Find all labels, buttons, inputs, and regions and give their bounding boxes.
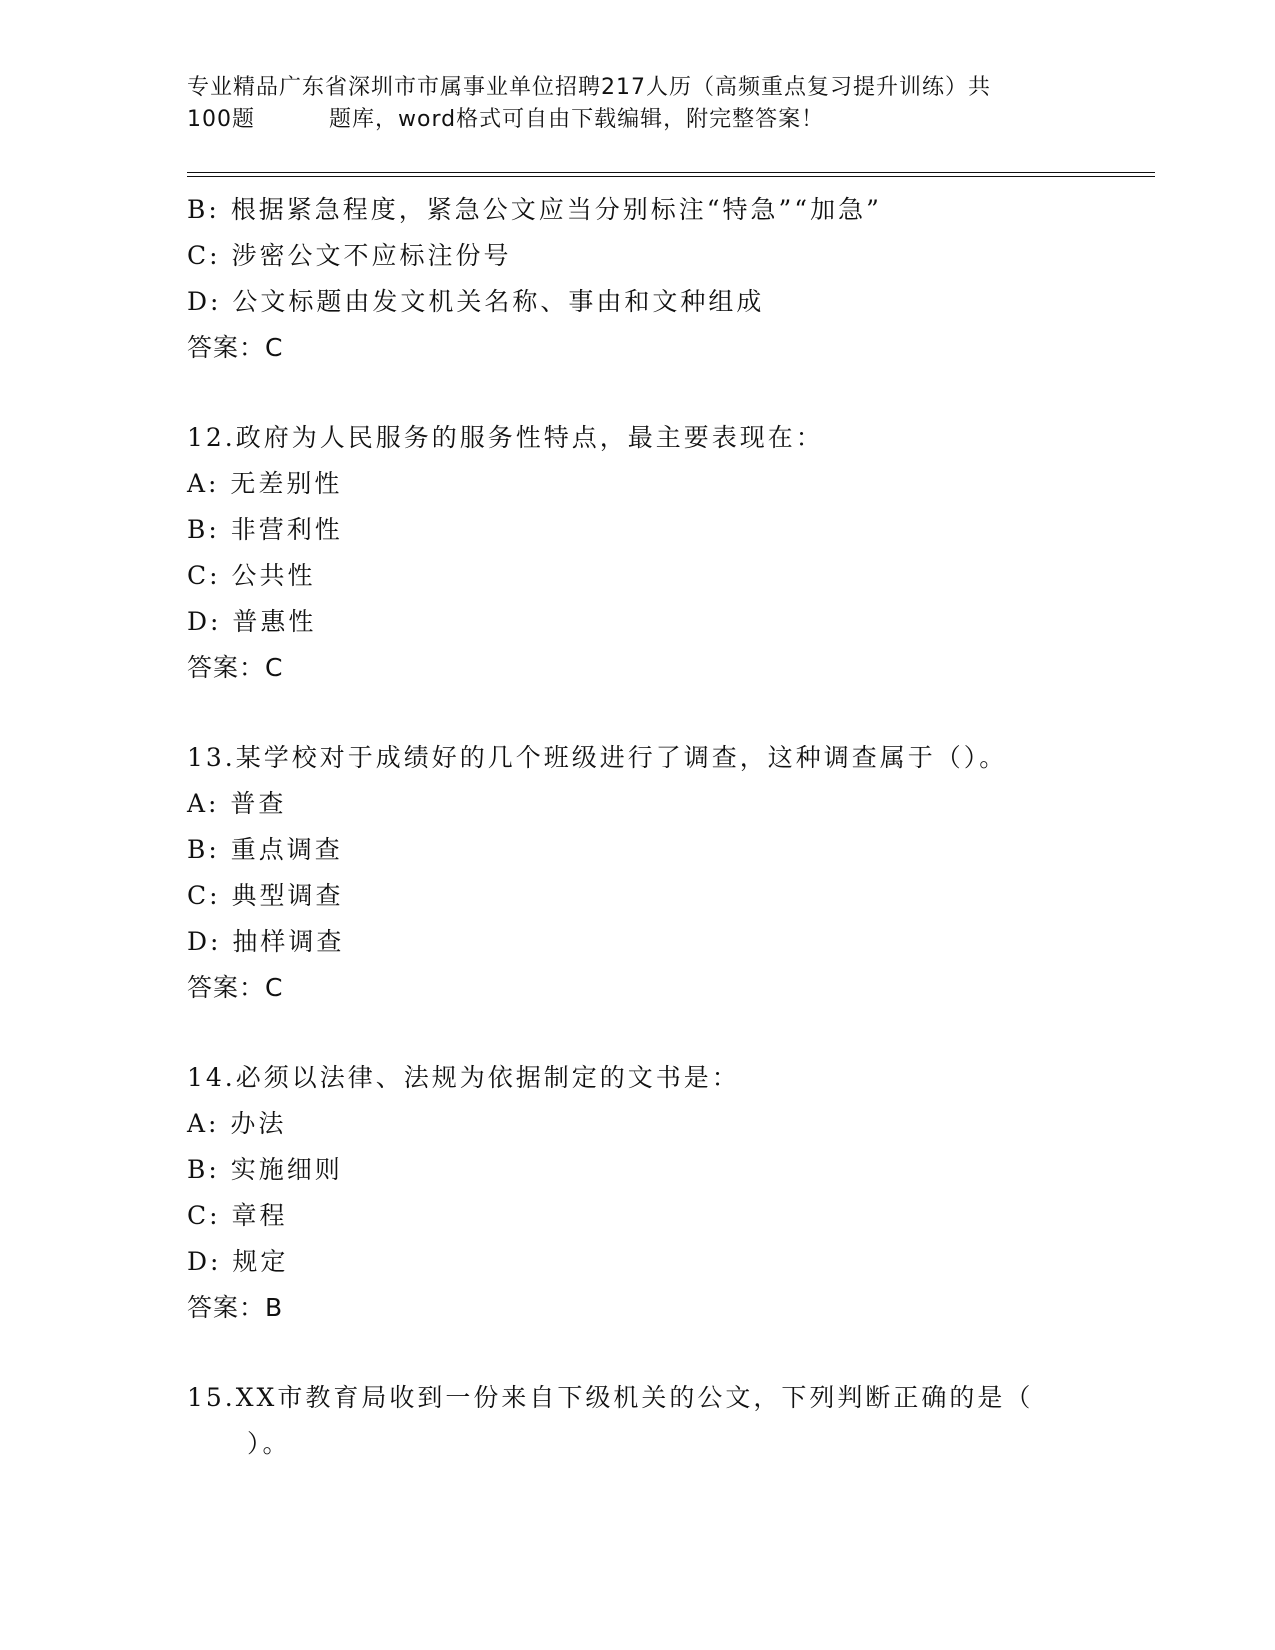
question-stem: 13.某学校对于成绩好的几个班级进行了调查，这种调查属于（）。 — [187, 743, 1008, 772]
option-a: A: 普查 — [187, 789, 287, 818]
question-stem-continuation: ）。 — [247, 1429, 291, 1458]
header-line-2-text: 题库，word格式可自由下载编辑，附完整答案！ — [329, 107, 825, 132]
header-divider-bottom — [187, 176, 1155, 177]
option-b: B: 非营利性 — [187, 515, 343, 544]
question-content — [187, 187, 1155, 1511]
option-d: D: 规定 — [187, 1247, 289, 1276]
header-line-2-count: 100题 — [187, 107, 255, 132]
option-d: D: 抽样调查 — [187, 927, 345, 956]
question-14 — [187, 1055, 1155, 1331]
header-divider-top — [187, 172, 1155, 173]
option-b: B: 根据紧急程度，紧急公文应当分别标注“特急”“加急” — [187, 195, 882, 224]
question-13 — [187, 735, 1155, 1011]
question-11-tail — [187, 187, 1155, 371]
option-c: C: 典型调查 — [187, 881, 344, 910]
answer: 答案：C — [187, 973, 284, 1002]
header-line-1: 专业精品广东省深圳市市属事业单位招聘217人历（高频重点复习提升训练）共 — [187, 75, 991, 100]
option-d: D: 公文标题由发文机关名称、事由和文种组成 — [187, 287, 765, 316]
option-b: B: 实施细则 — [187, 1155, 343, 1184]
answer: 答案：C — [187, 333, 284, 362]
header-line-2 — [187, 104, 1087, 136]
question-stem: 15.XX市教育局收到一份来自下级机关的公文，下列判断正确的是（ — [187, 1383, 1034, 1412]
answer: 答案：C — [187, 653, 284, 682]
option-c: C: 公共性 — [187, 561, 316, 590]
option-c: C: 章程 — [187, 1201, 288, 1230]
question-stem: 14.必须以法律、法规为依据制定的文书是： — [187, 1063, 740, 1092]
question-15 — [187, 1375, 1155, 1467]
option-b: B: 重点调查 — [187, 835, 343, 864]
option-a: A: 无差别性 — [187, 469, 343, 498]
answer: 答案：B — [187, 1293, 284, 1322]
option-d: D: 普惠性 — [187, 607, 317, 636]
option-a: A: 办法 — [187, 1109, 287, 1138]
document-header — [187, 72, 1087, 136]
question-12 — [187, 415, 1155, 691]
option-c: C: 涉密公文不应标注份号 — [187, 241, 512, 270]
question-stem: 12.政府为人民服务的服务性特点，最主要表现在： — [187, 423, 824, 452]
